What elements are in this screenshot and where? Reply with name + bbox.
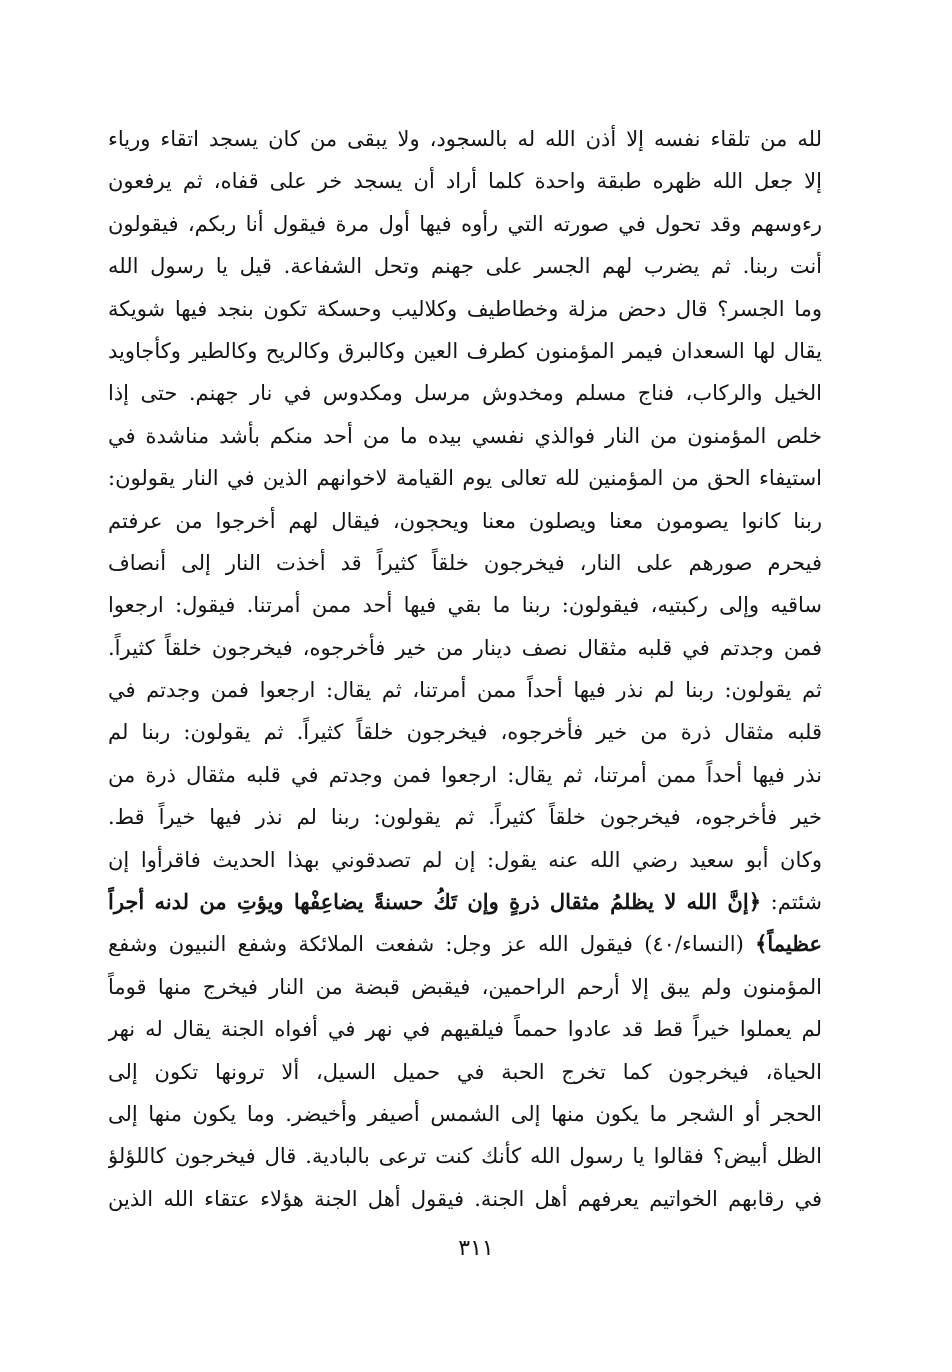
text-line: ساقيه وإلى ركبتيه، فيقولون: ربنا ما بقي فيها أحد ممن أمرتنا. فيقول: ارجعوا xyxy=(108,593,822,618)
text-line: الخيل والركاب، فناج مسلم ومخدوش مرسل ومكدوس في نار جهنم. حتى إذا xyxy=(108,381,822,406)
text-line: خير فأخرجوه، فيخرجون خلقاً كثيراً. ثم يقولون: ربنا لم نذر فيها خيراً قط. xyxy=(108,805,822,830)
text-line: الحجر أو الشجر ما يكون منها إلى الشمس أصيفر وأخيضر. وما يكون منها إلى xyxy=(108,1101,822,1126)
text-line: وما الجسر؟ قال دحض مزلة وخطاطيف وكلاليب وحسكة تكون بنجد فيها شويكة xyxy=(108,296,822,321)
text-line: الحياة، فيخرجون كما تخرج الحبة في حميل السيل، ألا ترونها تكون إلى xyxy=(108,1059,822,1084)
text-line: ربنا كانوا يصومون معنا ويصلون معنا ويحجون، فيقال لهم أخرجوا من عرفتم xyxy=(108,508,822,533)
page-number: ٣١١ xyxy=(458,1236,494,1261)
quran-verse: ﴿إنَّ الله لا يظلمُ مثقال ذرةٍ وإن تَكُ حسنةً يضاعِفْها ويؤتِ من لدنه أجراً xyxy=(108,889,761,915)
quran-quote-line xyxy=(108,923,822,965)
text-line: أنت ربنا. ثم يضرب لهم الجسر على جهنم وتحل الشفاعة. قيل يا رسول الله xyxy=(108,254,822,279)
text-line: وكان أبو سعيد رضي الله عنه يقول: إن لم تصدقوني بهذا الحديث فاقرأوا إن xyxy=(108,847,822,872)
body-text xyxy=(108,118,822,1220)
text-line: نذر فيها أحداً ممن أمرتنا، ثم يقال: ارجعوا فمن وجدتم في قلبه مثقال ذرة من xyxy=(108,762,822,787)
quran-quote-line xyxy=(108,881,822,923)
text-line: لله من تلقاء نفسه إلا أذن الله له بالسجود، ولا يبقى من كان يسجد اتقاء ورياء xyxy=(108,127,822,151)
text-line: في رقابهم الخواتيم يعرفهم أهل الجنة. فيقول أهل الجنة هؤلاء عتقاء الله الذين xyxy=(108,1186,822,1211)
text-line: قلبه مثقال ذرة من خير فأخرجوه، فيخرجون خلقاً كثيراً. ثم يقولون: ربنا لم xyxy=(108,720,822,745)
text-line: إلا جعل الله ظهره طبقة واحدة كلما أراد أن يسجد خر على قفاه، ثم يرفعون xyxy=(108,169,822,194)
text-line: خلص المؤمنون من النار فوالذي نفسي بيده ما من أحد منكم بأشد مناشدة في xyxy=(108,423,822,448)
text-line: رءوسهم وقد تحول في صورته التي رأوه فيها أول مرة فيقول أنا ربكم، فيقولون xyxy=(108,211,822,236)
text-line: فمن وجدتم في قلبه مثقال نصف دينار من خير فأخرجوه، فيخرجون خلقاً كثيراً. xyxy=(108,635,822,660)
quran-verse-end: عظيماً﴾ xyxy=(755,931,822,957)
text-line: المؤمنون ولم يبق إلا أرحم الراحمين، فيقبض قبضة من النار فيخرج منها قوماً xyxy=(108,974,822,999)
text-line: الظل أبيض؟ فقالوا يا رسول الله كأنك كنت ترعى بالبادية. قال فيخرجون كاللؤلؤ xyxy=(108,1144,822,1169)
text-lead: شئتم: xyxy=(761,890,822,915)
text-line: استيفاء الحق من المؤمنين لله تعالى يوم القيامة لاخوانهم الذين في النار يقولون: xyxy=(108,466,822,491)
text-line: فيحرم صورهم على النار، فيخرجون خلقاً كثيراً قد أخذت النار إلى أنصاف xyxy=(108,550,822,575)
text-continuation: (النساء/٤٠) فيقول الله عز وجل: شفعت الملائكة وشفع النبيون وشفع xyxy=(108,932,756,957)
text-line: ثم يقولون: ربنا لم نذر فيها أحداً ممن أمرتنا، ثم يقال: ارجعوا فمن وجدتم في xyxy=(108,678,822,703)
text-line: لم يعملوا خيراً قط قد عادوا حمماً فيلقيهم في نهر في أفواه الجنة يقال له نهر xyxy=(108,1017,822,1042)
text-line: يقال لها السعدان فيمر المؤمنون كطرف العين وكالبرق وكالريح وكالطير وكأجاويد xyxy=(108,338,822,363)
